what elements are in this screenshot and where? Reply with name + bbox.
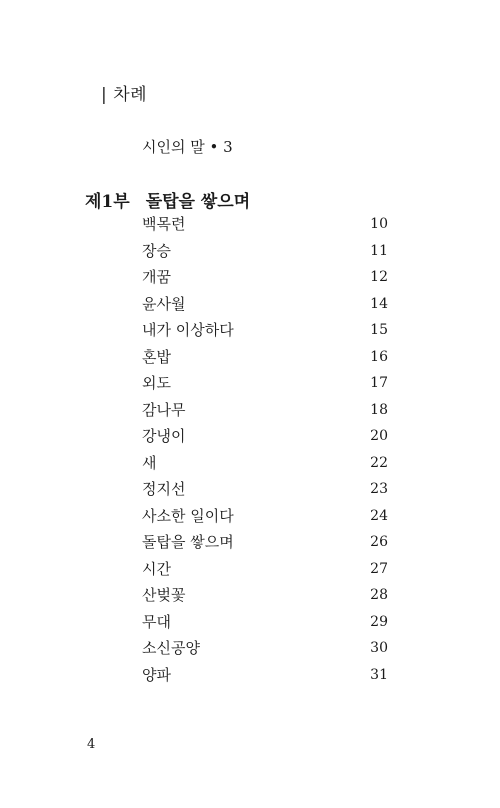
part-heading (85, 187, 250, 212)
toc-entry (142, 347, 388, 374)
toc-entry-title: 산벚꽃 (142, 586, 186, 604)
toc-entry (142, 612, 388, 639)
toc-entry-page: 11 (370, 242, 388, 259)
toc-entry-title: 돌탑을 쌓으며 (142, 533, 234, 551)
toc-entry-page: 24 (370, 507, 388, 524)
toc-entry-title: 외도 (142, 374, 171, 392)
toc-entry (142, 241, 388, 268)
heading-title: 차례 (113, 85, 148, 105)
page-number: 4 (87, 737, 96, 752)
toc-entry-page: 23 (370, 481, 388, 497)
toc-entry-page: 12 (370, 269, 388, 285)
toc-entry-title: 감나무 (142, 400, 186, 419)
toc-entry (142, 585, 388, 612)
toc-entry-page: 10 (370, 216, 388, 232)
toc-entry-title: 정지선 (142, 480, 186, 498)
toc-entry-page: 18 (370, 401, 388, 418)
toc-entry-title: 윤사월 (142, 294, 186, 313)
toc-entry-title: 소신공양 (142, 639, 200, 657)
part-number: 제1부 (85, 192, 130, 212)
toc-entry (142, 214, 388, 241)
toc-heading (101, 80, 147, 105)
toc-entry-title: 사소한 일이다 (142, 506, 234, 525)
toc-entry-title: 개꿈 (142, 268, 171, 286)
toc-entry (142, 665, 388, 692)
toc-entry-title: 장승 (142, 241, 171, 260)
toc-entry-page: 20 (370, 428, 388, 444)
toc-entry (142, 532, 388, 559)
toc-entry-title: 양파 (142, 665, 171, 684)
toc-entry (142, 400, 388, 427)
heading-bar: | (101, 85, 108, 105)
toc-entry-page: 15 (370, 322, 388, 338)
toc-entry (142, 294, 388, 321)
toc-entry-title: 시간 (142, 559, 171, 578)
toc-entry-title: 무대 (142, 612, 171, 631)
toc-entry (142, 426, 388, 453)
toc-entry-page: 26 (370, 534, 388, 550)
toc-entry (142, 479, 388, 506)
toc-entry-page: 16 (370, 348, 388, 365)
toc-entry (142, 453, 388, 480)
toc-entry-page: 28 (370, 587, 388, 603)
toc-entry (142, 638, 388, 665)
toc-entry-page: 14 (370, 295, 388, 312)
toc-entry-page: 30 (370, 640, 388, 656)
toc-entry-page: 31 (370, 666, 388, 683)
toc-entry (142, 320, 388, 347)
toc-entry (142, 267, 388, 294)
toc-entry-page: 22 (370, 454, 388, 471)
toc-entry-title: 혼밥 (142, 347, 171, 366)
toc-entry-page: 17 (370, 375, 388, 391)
preface-entry: 시인의 말 • 3 (142, 138, 233, 156)
part-title: 돌탑을 쌓으며 (145, 192, 251, 212)
toc-entry-page: 27 (370, 560, 388, 577)
toc-entry-title: 강냉이 (142, 427, 186, 445)
toc-entry-title: 내가 이상하다 (142, 321, 234, 339)
toc-entry (142, 559, 388, 586)
toc-entry (142, 506, 388, 533)
toc-entry-page: 29 (370, 613, 388, 630)
toc-entry (142, 373, 388, 400)
toc-entry-title: 백목련 (142, 215, 186, 233)
toc-list (142, 214, 388, 691)
toc-entry-title: 새 (142, 453, 157, 472)
